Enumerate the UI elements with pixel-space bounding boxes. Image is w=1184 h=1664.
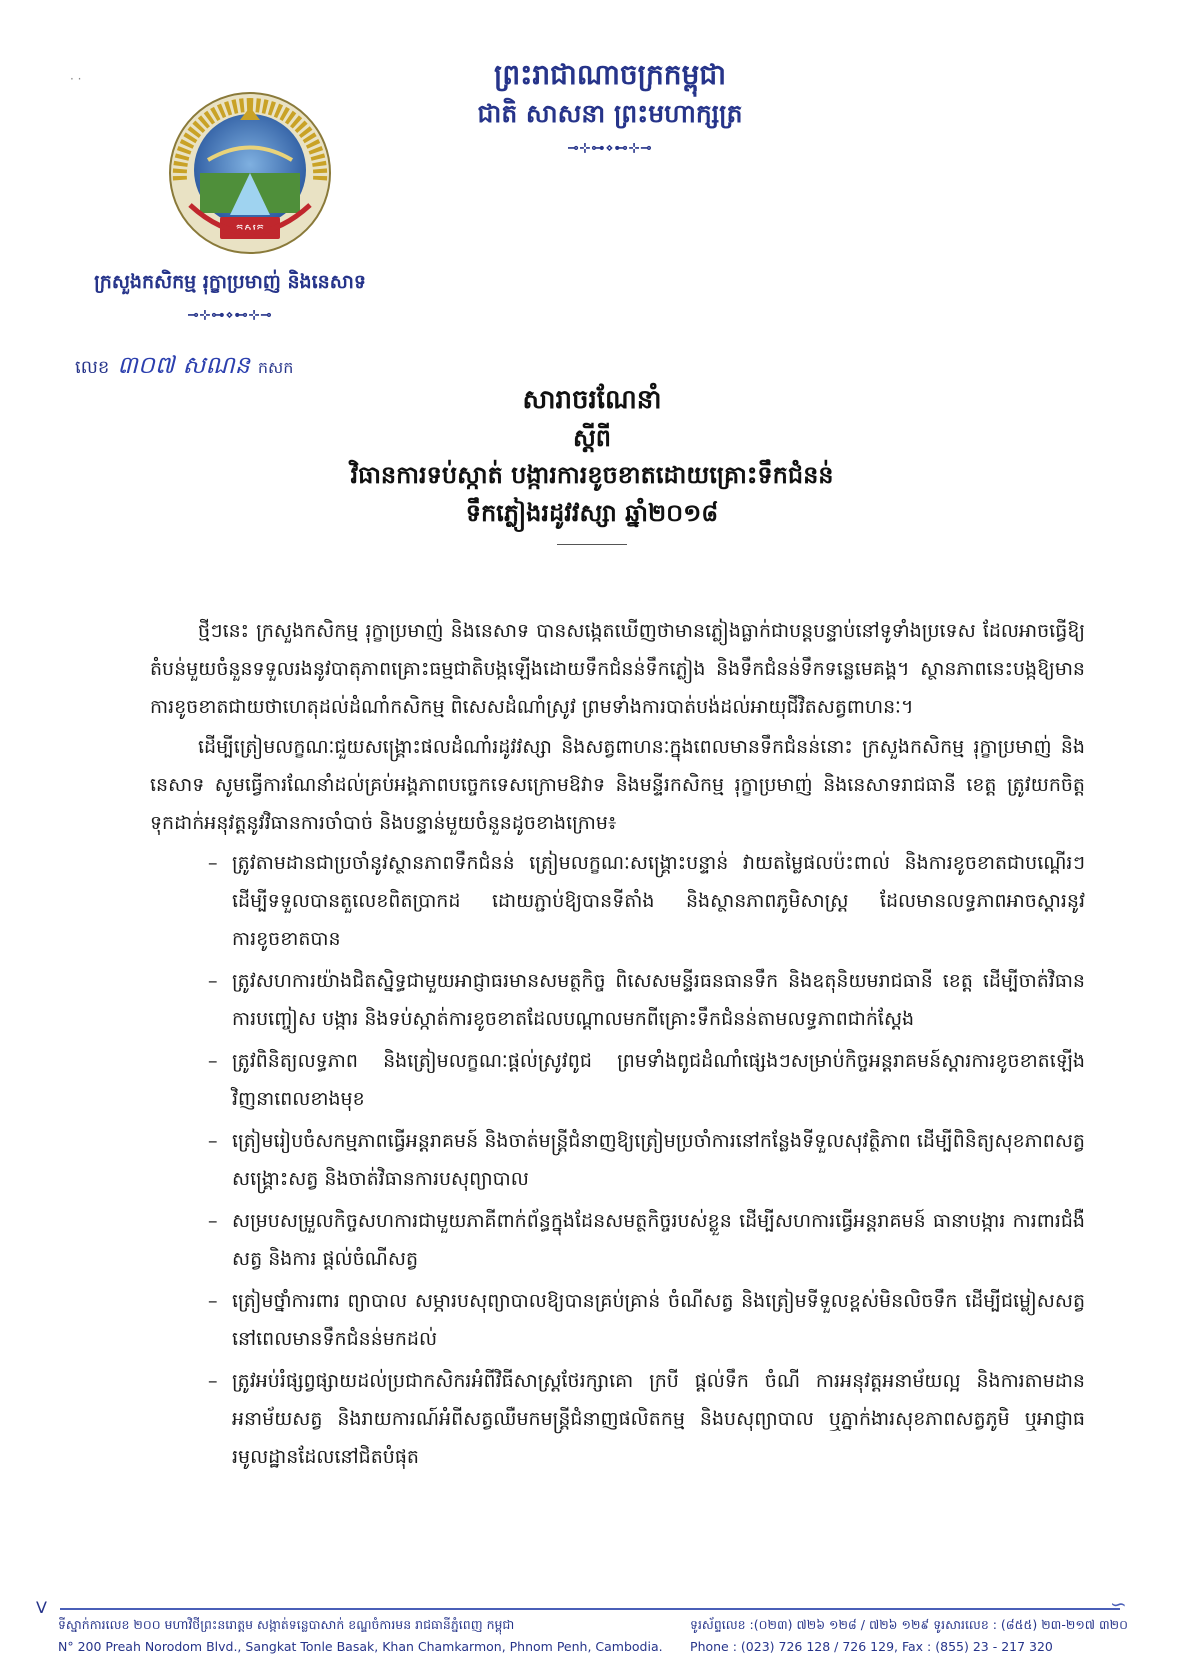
- list-item-text: ត្រូវសហការយ៉ាងជិតស្និទ្ធជាមួយអាជ្ញាធរមានសមត្ថកិច្ច ពិសេសមន្ទីរធនធានទឹក និងឧតុនិយមរាជធានី ខេត្ត ដើម្បីចាត់វិធានការបញ្ចៀស បង្ការ និងទប់ស្កាត់ការខូចខាតដែលបណ្ដាលមកពីគ្រោះទឹកជំនន់តាមលទ្ធភាពជាក់ស្ដែង: [232, 970, 1085, 1030]
- kingdom-heading: [420, 55, 800, 156]
- title-line-2: ស្ដីពី: [572, 423, 612, 452]
- bullet-dash: –: [208, 1210, 218, 1232]
- bullet-dash: –: [208, 852, 218, 874]
- list-item-text: ត្រៀមរៀបចំសកម្មភាពធ្វើអន្តរាគមន៍ និងចាត់មន្ត្រីជំនាញឱ្យត្រៀមប្រចាំការនៅកន្លែងទីទួលសុវត្ថិភាព ដើម្បីពិនិត្យសុខភាពសត្វ សង្គ្រោះសត្វ និងចាត់វិធានការបសុព្យាបាល: [232, 1130, 1085, 1190]
- list-item: [150, 1122, 1085, 1198]
- scan-speck: · ·: [70, 72, 82, 86]
- emblem-logo: [160, 85, 340, 265]
- title-divider: [557, 544, 627, 545]
- list-item-text: ត្រៀមថ្នាំការពារ ព្យាបាល សម្ភារបសុព្យាបាលឱ្យបានគ្រប់គ្រាន់ ចំណីសត្វ និងត្រៀមទីទួលខ្ពស់មិនលិចទឹក ដើម្បីជម្លៀសសត្វនៅពេលមានទឹកជំនន់មកដល់: [232, 1290, 1085, 1350]
- footer: [58, 1614, 1128, 1658]
- footer-address-km: ទីស្នាក់ការលេខ ២០០ មហាវិថីព្រះនរោត្តម សង្កាត់ទន្លេបាសាក់ ខណ្ឌចំការមន រាជធានីភ្នំពេញ កម្ពុជា: [58, 1617, 515, 1632]
- emblem-text: កសក: [235, 222, 265, 237]
- footer-contact: [690, 1614, 1128, 1658]
- title-line-4: ទឹកភ្លៀងរដូវវស្សា ឆ្នាំ២០១៨: [465, 498, 719, 527]
- list-item: [150, 1282, 1085, 1358]
- list-item: [150, 1202, 1085, 1278]
- bullet-dash: –: [208, 1050, 218, 1072]
- list-item: [150, 1042, 1085, 1118]
- footer-phone-km: ទូរស័ព្ទលេខ :(០២៣) ៧២៦ ១២៨ / ៧២៦ ១២៩ ទូរសារលេខ : (៨៥៥) ២៣-២១៧ ៣២០: [690, 1617, 1128, 1632]
- bullet-dash: –: [208, 1130, 218, 1152]
- title-line-1: សារាចរណែនាំ: [522, 385, 662, 415]
- list-item-text: ត្រូវអប់រំផ្សព្វផ្សាយដល់ប្រជាកសិករអំពីវិធីសាស្ត្រថែរក្សាគោ ក្របី ផ្ដល់ទឹក ចំណី ការអនុវត្តអនាម័យល្អ និងការតាមដានអនាម័យសត្វ និងរាយការណ៍អំពីសត្វឈឺមកមន្ត្រីជំនាញផលិតកម្ម និងបសុព្យាបាល ឬភ្នាក់ងារសុខភាពសត្វភូមិ ឬអាជ្ញាធរមូលដ្ឋានដែលនៅជិតបំផុត: [232, 1370, 1085, 1468]
- ref-mid-handwritten: សណន: [182, 351, 250, 379]
- header-ornament: ⊸⊹⊶⋄⊷⊹⊸: [567, 141, 653, 156]
- ministry-ornament: ⊸⊹⊶⋄⊷⊹⊸: [187, 308, 273, 323]
- bullet-dash: –: [208, 970, 218, 992]
- document-title: [200, 380, 984, 545]
- list-item: [150, 844, 1085, 958]
- bullet-dash: –: [208, 1290, 218, 1312]
- ref-number-handwritten: ៣០៧: [117, 351, 175, 379]
- paragraph-2: ដើម្បីត្រៀមលក្ខណៈជួយសង្គ្រោះផលដំណាំរដូវវស្សា និងសត្វពាហនៈក្នុងពេលមានទឹកជំនន់នោះ ក្រសួងកសិកម្ម រុក្ខាប្រមាញ់ និងនេសាទ សូមធ្វើការណែនាំដល់គ្រប់អង្គភាពបច្ចេកទេសក្រោមឱវាទ និងមន្ទីរកសិកម្ម រុក្ខាប្រមាញ់ និងនេសាទរាជធានី ខេត្ត ត្រូវយកចិត្តទុកដាក់អនុវត្តនូវវិធានការចាំបាច់ និងបន្ទាន់មួយចំនួនដូចខាងក្រោម៖: [150, 736, 1085, 834]
- footer-divider: [60, 1608, 1120, 1610]
- list-item: [150, 962, 1085, 1038]
- list-item-text: ត្រូវតាមដានជាប្រចាំនូវស្ថានភាពទឹកជំនន់ ត្រៀមលក្ខណៈសង្គ្រោះបន្ទាន់ វាយតម្លៃផលប៉ះពាល់ និងការខូចខាតជាបណ្ដើរៗ ដើម្បីទទួលបានតួលេខពិតប្រាកដ ដោយភ្ជាប់ឱ្យបានទីតាំង និងស្ថានភាពភូមិសាស្ត្រ ដែលមានលទ្ធភាពអាចស្ដារនូវការខូចខាតបាន: [232, 852, 1085, 950]
- footer-mark: V: [36, 1598, 47, 1617]
- ref-department: កសក: [257, 358, 294, 377]
- ministry-heading: [50, 268, 410, 330]
- footer-swirl-icon: ∽: [1110, 1592, 1127, 1616]
- bullet-dash: –: [208, 1370, 218, 1392]
- document-body: [150, 612, 1085, 1480]
- list-item: [150, 1362, 1085, 1476]
- list-item-text: ត្រូវពិនិត្យលទ្ធភាព និងត្រៀមលក្ខណៈផ្ដល់ស្រូវពូជ ព្រមទាំងពូជដំណាំផ្សេងៗសម្រាប់កិច្ចអន្តរាគមន៍ស្ដារការខូចខាតឡើងវិញនាពេលខាងមុខ: [232, 1050, 1085, 1110]
- footer-phone-en: Phone : (023) 726 128 / 726 129, Fax : (855) 23 - 217 320: [690, 1639, 1053, 1654]
- ministry-name: ក្រសួងកសិកម្ម រុក្ខាប្រមាញ់ និងនេសាទ: [94, 271, 366, 293]
- title-line-3: វិធានការទប់ស្កាត់ បង្ការការខូចខាតដោយគ្រោះទឹកជំនន់: [350, 460, 834, 489]
- list-item-text: សម្របសម្រួលកិច្ចសហការជាមួយភាគីពាក់ព័ន្ធក្នុងដែនសមត្ថកិច្ចរបស់ខ្លួន ដើម្បីសហការធ្វើអន្តរាគមន៍ ធានាបង្ការ ការពារជំងឺសត្វ និងការ ផ្ដល់ចំណីសត្វ: [232, 1210, 1085, 1270]
- footer-address-en: N° 200 Preah Norodom Blvd., Sangkat Tonle Basak, Khan Chamkarmon, Phnom Penh, Cambodia.: [58, 1639, 663, 1654]
- paragraph-1: ថ្មីៗនេះ ក្រសួងកសិកម្ម រុក្ខាប្រមាញ់ និងនេសាទ បានសង្កេតឃើញថាមានភ្លៀងធ្លាក់ជាបន្តបន្ទាប់នៅទូទាំងប្រទេស ដែលអាចធ្វើឱ្យតំបន់មួយចំនួនទទួលរងនូវបាតុភាពគ្រោះធម្មជាតិបង្កឡើងដោយទឹកជំនន់ទឹកភ្លៀង និងទឹកជំនន់ទឹកទន្លេមេគង្គ។ ស្ថានភាពនេះបង្កឱ្យមានការខូចខាតជាយថាហេតុដល់ដំណាំកសិកម្ម ពិសេសដំណាំស្រូវ ព្រមទាំងការបាត់បង់ដល់អាយុជីវិតសត្វពាហនៈ។: [150, 620, 1085, 718]
- kingdom-title: ព្រះរាជាណាចក្រកម្ពុជា: [493, 58, 726, 91]
- ministry-emblem: [160, 85, 340, 265]
- national-motto: ជាតិ សាសនា ព្រះមហាក្សត្រ: [477, 99, 743, 128]
- measures-list: [150, 844, 1085, 1476]
- footer-address: [58, 1614, 663, 1658]
- ref-prefix: លេខ: [75, 357, 110, 378]
